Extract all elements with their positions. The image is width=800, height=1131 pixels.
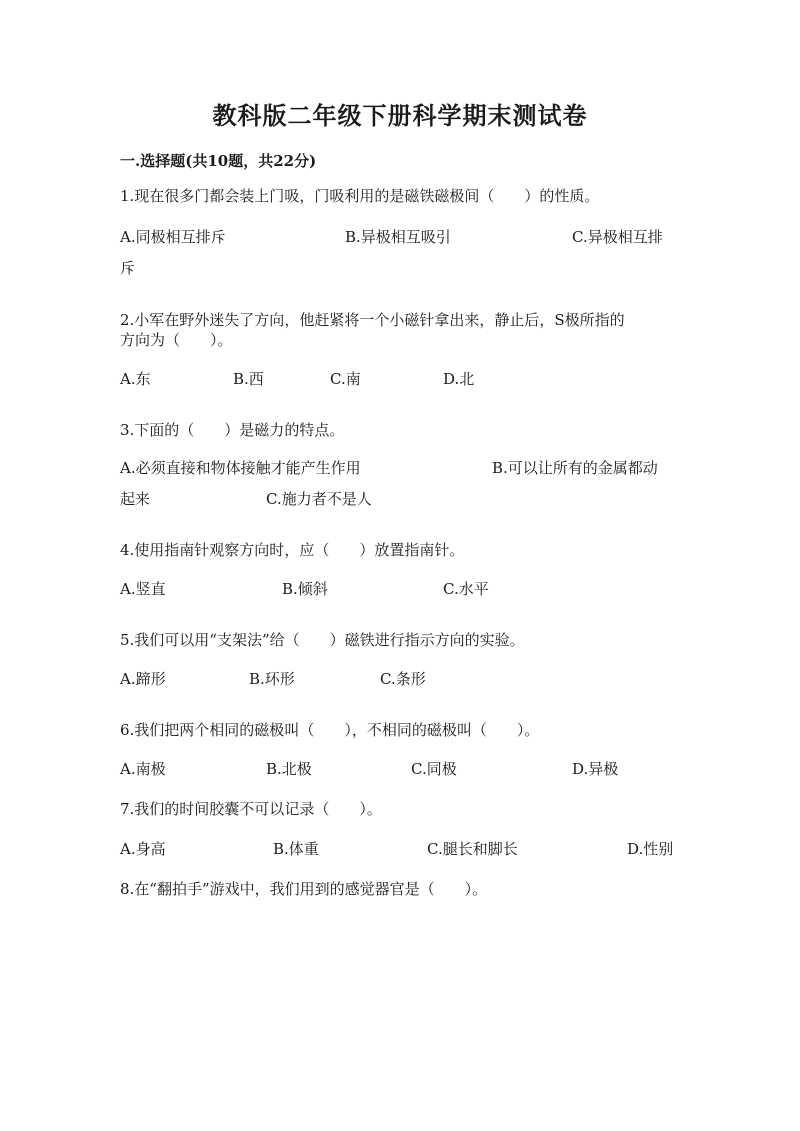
option-a: A.东: [120, 370, 151, 388]
option-c: C.施力者不是人: [266, 490, 372, 508]
option-d: D.异极: [572, 760, 619, 778]
option-c: C.南: [330, 370, 361, 388]
question-stem: 7.我们的时间胶囊不可以记录（ ）。: [120, 800, 382, 818]
option-a: A.身高: [120, 840, 166, 858]
section-heading: 一.选择题(共10题，共22分): [120, 152, 317, 170]
option-b: B.北极: [266, 760, 312, 778]
option-b: B.西: [233, 370, 264, 388]
question-stem: 3.下面的（ ）是磁力的特点。: [120, 421, 345, 439]
question-stem: 1.现在很多门都会装上门吸，门吸利用的是磁铁磁极间（ ）的性质。: [120, 187, 600, 205]
option-c: C.异极相互排: [572, 228, 663, 246]
option-b: B.体重: [273, 840, 319, 858]
question-stem: 4.使用指南针观察方向时，应（ ）放置指南针。: [120, 541, 465, 559]
option-b: B.可以让所有的金属都动: [492, 459, 658, 477]
question-stem: 5.我们可以用“支架法”给（ ）磁铁进行指示方向的实验。: [120, 631, 525, 649]
option-d: D.北: [443, 370, 475, 388]
option-a: A.南极: [120, 760, 166, 778]
question-stem: 6.我们把两个相同的磁极叫（ ），不相同的磁极叫（ ）。: [120, 721, 540, 739]
option-a: A.蹄形: [120, 670, 166, 688]
question-stem-continued: 方向为（ ）。: [120, 331, 233, 349]
option-b: B.环形: [249, 670, 295, 688]
question-stem: 2.小军在野外迷失了方向，他赶紧将一个小磁针拿出来，静止后，S极所指的: [120, 311, 625, 329]
option-c: C.水平: [443, 580, 489, 598]
option-b-continued: 起来: [120, 490, 151, 508]
option-d: D.性别: [627, 840, 674, 858]
option-b: B.倾斜: [282, 580, 328, 598]
option-a: A.同极相互排斥: [120, 228, 226, 246]
option-a: A.必须直接和物体接触才能产生作用: [120, 459, 361, 477]
option-b: B.异极相互吸引: [345, 228, 451, 246]
page-title: 教科版二年级下册科学期末测试卷: [212, 101, 588, 130]
option-c: C.同极: [411, 760, 457, 778]
option-c: C.条形: [380, 670, 426, 688]
option-c-continued: 斥: [120, 259, 136, 277]
question-stem: 8.在“翻拍手”游戏中，我们用到的感觉器官是（ ）。: [120, 880, 488, 898]
option-c: C.腿长和脚长: [427, 840, 518, 858]
option-a: A.竖直: [120, 580, 166, 598]
